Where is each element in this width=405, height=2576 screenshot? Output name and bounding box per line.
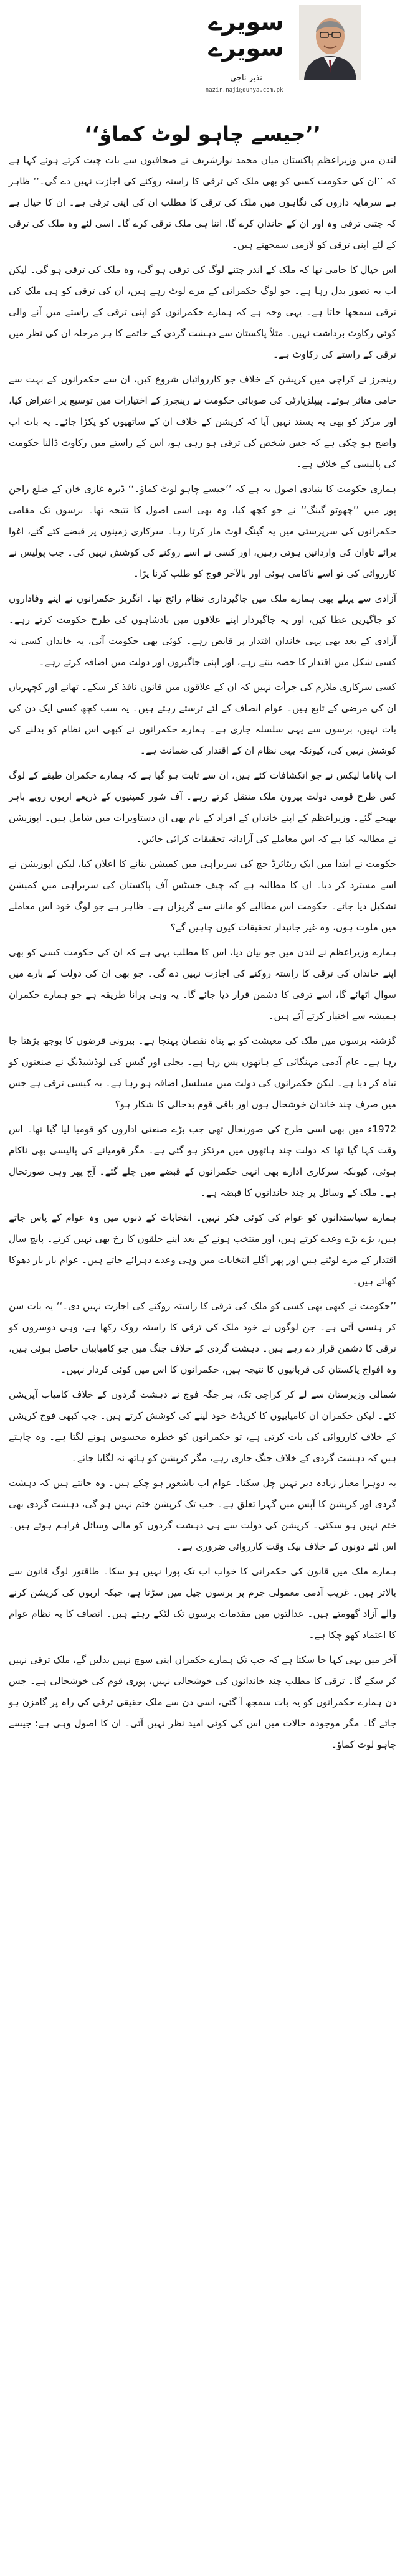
author-name: نذیر ناجی (230, 73, 262, 83)
article-paragraph: حکومت نے ابتدا میں ایک ریٹائرڈ جج کی سربراہی میں کمیشن بنانے کا اعلان کیا، لیکن اپوزیشن نے اسے مسترد کر دیا۔ ان کا مطالبہ ہے کہ چیف جسٹس آف پاکستان کی سربراہی میں کمیشن تشکیل دیا جائے۔ حکومت اس مطالبے کو ماننے سے گریزاں ہے۔ ظاہر ہے جو لوگ خود اس معاملے میں ملوث ہوں، وہ غیر جانبدار تحقیقات کیوں چاہیں گے؟ (9, 858, 396, 933)
article-paragraph: ہمارے سیاستدانوں کو عوام کی کوئی فکر نہیں۔ انتخابات کے دنوں میں وہ عوام کے پاس جاتے ہیں، بڑے بڑے وعدے کرتے ہیں، اور منتخب ہونے کے بعد اپنے حلقوں کا رخ بھی نہیں کرتے۔ پانچ سال اقتدار کے مزے لوٹتے ہیں اور پھر اگلے انتخابات میں وہی وعدے دہرائے جاتے ہیں۔ عوام بار بار دھوکا کھاتے ہیں۔ (9, 1212, 396, 1287)
article-headline: ’’جیسے چاہو لوٹ کماؤ‘‘ (84, 122, 321, 146)
article-paragraph: شمالی وزیرستان سے لے کر کراچی تک، ہر جگہ فوج نے دہشت گردوں کے خلاف کامیاب آپریشن کئے۔ لیکن حکمران ان کامیابیوں کا کریڈٹ خود لینے کی کوشش کرتے ہیں۔ جب کبھی فوج کرپشن کے خلاف کارروائی کی بات کرتی ہے، تو حکمرانوں کو خطرہ محسوس ہونے لگتا ہے۔ وہ چاہتے ہیں کہ دہشت گردی کے خلاف جنگ جاری رہے، مگر کرپشن کو ہاتھ نہ لگایا جائے۔ (9, 1389, 396, 1464)
article-paragraph: لندن میں وزیراعظم پاکستان میاں محمد نوازشریف نے صحافیوں سے بات چیت کرتے ہوئے کہا ہے کہ ’’ان کی حکومت کسی کو بھی ملک کی ترقی کا راستہ روکنے کی اجازت نہیں دے گی۔‘‘ ظاہر ہے سرمایہ داروں کی نگاہوں میں ملک کی ترقی کا مطلب ان کی اپنی ترقی ہے۔ ان کا خیال ہے کہ جتنی ترقی وہ اور ان کے خاندان کرے گا، اتنا ہی ملک ترقی کرے گا۔ اسی لئے وہ ملک کی ترقی کے لئے اپنی ترقی کو لازمی سمجھتے ہیں۔ (9, 154, 396, 250)
column-header (0, 0, 405, 106)
author-photo (299, 5, 361, 80)
author-portrait-image (299, 5, 361, 80)
article-body (9, 149, 396, 1759)
column-brand (199, 9, 293, 61)
article-paragraph: آخر میں یہی کہا جا سکتا ہے کہ جب تک ہمارے حکمران اپنی سوچ نہیں بدلیں گے، ملک ترقی نہیں کر سکے گا۔ ترقی کا مطلب چند خاندانوں کی خوشحالی نہیں، پوری قوم کی خوشحالی ہے۔ جس دن ہمارے حکمرانوں کو یہ بات سمجھ آ گئی، اسی دن سے ملک حقیقی ترقی کی راہ پر گامزن ہو جائے گا۔ مگر موجودہ حالات میں اس کی کوئی امید نظر نہیں آتی۔ ان کا اصول وہی ہے: جیسے چاہو لوٹ کماؤ۔ (9, 1654, 396, 1750)
article-paragraph: آزادی سے پہلے بھی ہمارے ملک میں جاگیرداری نظام رائج تھا۔ انگریز حکمرانوں نے اپنے وفاداروں کو جاگیریں عطا کیں، اور یہ جاگیردار اپنے علاقوں میں بادشاہوں کی طرح حکومت کرتے رہے۔ آزادی کے بعد بھی یہی خاندان اقتدار پر قابض رہے۔ کوئی بھی حکومت آئی، یہ خاندان کسی نہ کسی شکل میں اقتدار کا حصہ بنتے رہے، اور اپنی جاگیروں اور دولت میں اضافہ کرتے رہے۔ (9, 593, 396, 668)
article-paragraph: اس خیال کا حامی تھا کہ ملک کے اندر جتنے لوگ کی ترقی ہو گی، وہ ملک کی ترقی ہو گی۔ لیکن اب یہ تصور بدل رہا ہے۔ جو لوگ حکمرانی کے مزے لوٹ رہے ہیں، ان کی ترقی کو ہی ملک کی ترقی سمجھا جاتا ہے۔ یہی وجہ ہے کہ ہمارے حکمرانوں کو اپنی ترقی کے راستے میں آنے والی کوئی رکاوٹ برداشت نہیں۔ مثلاً پاکستان سے دہشت گردی کے خاتمے کا ہر مرحلہ ان کی نظر میں ترقی کے راستے کی رکاوٹ ہے۔ (9, 264, 396, 360)
article-paragraph: یہ دوہرا معیار زیادہ دیر نہیں چل سکتا۔ عوام اب باشعور ہو چکے ہیں۔ وہ جانتے ہیں کہ دہشت گردی اور کرپشن کا آپس میں گہرا تعلق ہے۔ جب تک کرپشن ختم نہیں ہو گی، دہشت گردی بھی ختم نہیں ہو سکتی۔ کرپشن کی دولت سے ہی دہشت گردوں کو مالی وسائل فراہم ہوتے ہیں۔ اس لئے دونوں کے خلاف بیک وقت کارروائی ضروری ہے۔ (9, 1477, 396, 1552)
author-email: nazir.naji@dunya.com.pk (205, 87, 284, 93)
brand-line-2: سویرے (208, 34, 284, 62)
article-paragraph: ہمارے ملک میں قانون کی حکمرانی کا خواب اب تک پورا نہیں ہو سکا۔ طاقتور لوگ قانون سے بالاتر ہیں۔ غریب آدمی معمولی جرم پر برسوں جیل میں سڑتا ہے، جبکہ اربوں کی کرپشن کرنے والے آزاد گھومتے ہیں۔ عدالتوں میں مقدمات برسوں تک لٹکے رہتے ہیں۔ انصاف کا یہ نظام عوام کا اعتماد کھو چکا ہے۔ (9, 1566, 396, 1641)
article-paragraph: اب پاناما لیکس نے جو انکشافات کئے ہیں، ان سے ثابت ہو گیا ہے کہ ہمارے حکمران طبقے کے لوگ کس طرح قومی دولت بیرون ملک منتقل کرتے رہے۔ آف شور کمپنیوں کے ذریعے اربوں روپے باہر بھیجے گئے۔ وزیراعظم کے اپنے خاندان کے افراد کے نام بھی ان دستاویزات میں شامل ہیں۔ اپوزیشن نے مطالبہ کیا ہے کہ اس معاملے کی آزادانہ تحقیقات کرائی جائیں۔ (9, 770, 396, 845)
article-paragraph: ’’حکومت نے کبھی بھی کسی کو ملک کی ترقی کا راستہ روکنے کی اجازت نہیں دی۔‘‘ یہ بات سن کر ہنسی آتی ہے۔ جن لوگوں نے خود ملک کی ترقی کا راستہ روک رکھا ہے، وہی دوسروں کو ترقی کا دشمن قرار دے رہے ہیں۔ دہشت گردی کے خلاف جنگ میں جو کامیابیاں حاصل ہوئی ہیں، وہ افواج پاکستان کی قربانیوں کا نتیجہ ہیں، حکمرانوں کا اس میں کوئی کردار نہیں۔ (9, 1300, 396, 1375)
article-paragraph: ہماری حکومت کا بنیادی اصول یہ ہے کہ ’’جیسے چاہو لوٹ کماؤ۔‘‘ ڈیرہ غازی خان کے ضلع راجن پور میں ’’چھوٹو گینگ‘‘ نے جو کچھ کیا، وہ بھی اسی اصول کا نتیجہ تھا۔ برسوں تک مقامی حکمرانوں کی سرپرستی میں یہ گینگ لوٹ مار کرتا رہا۔ سرکاری زمینوں پر قبضے کئے گئے، اغوا برائے تاوان کی وارداتیں ہوتی رہیں، اور کسی نے اسے روکنے کی کوشش نہیں کی۔ جب پولیس نے کارروائی کی تو اسے ناکامی ہوئی اور بالآخر فوج کو طلب کرنا پڑا۔ (9, 483, 396, 579)
article-paragraph: رینجرز نے کراچی میں کرپشن کے خلاف جو کارروائیاں شروع کیں، ان سے حکمرانوں کے بہت سے حامی متاثر ہوئے۔ پیپلزپارٹی کی صوبائی حکومت نے رینجرز کے اختیارات میں توسیع پر اعتراض کیا، اور مرکز کو بھی یہ پسند نہیں آیا کہ کرپشن کے خلاف ان کے ساتھیوں کو پکڑا جائے۔ یہ بات اب واضح ہو چکی ہے کہ جس شخص کی ترقی ہو رہی ہو، اس کے راستے میں رکاوٹ ڈالنا حکومت کی پالیسی کے خلاف ہے۔ (9, 374, 396, 470)
article-paragraph: ہمارے وزیراعظم نے لندن میں جو بیان دیا، اس کا مطلب یہی ہے کہ ان کی حکومت کسی کو بھی اپنے خاندان کی ترقی کا راستہ روکنے کی اجازت نہیں دے گی۔ جو بھی ان کی دولت کے بارے میں سوال اٹھائے گا، اسے ترقی کا دشمن قرار دیا جائے گا۔ یہ وہی پرانا طریقہ ہے جو ہمارے حکمران ہمیشہ سے اختیار کرتے آئے ہیں۔ (9, 947, 396, 1021)
article-paragraph: 1972ء میں بھی اسی طرح کی صورتحال تھی جب بڑے صنعتی اداروں کو قومیا لیا گیا تھا۔ اس وقت کہا گیا تھا کہ دولت چند ہاتھوں میں مرتکز ہو گئی ہے۔ مگر قومیانے کی پالیسی بھی ناکام ہوئی، کیونکہ سرکاری ادارے بھی انہی حکمرانوں کے قبضے میں چلے گئے۔ آج پھر وہی صورتحال ہے۔ ملک کے وسائل پر چند خاندانوں کا قبضہ ہے۔ (9, 1124, 396, 1198)
brand-line-1: سویرے (208, 8, 284, 36)
article-paragraph: کسی سرکاری ملازم کی جرأت نہیں کہ ان کے علاقوں میں قانون نافذ کر سکے۔ تھانے اور کچہریاں ان کی مرضی کے تابع ہیں۔ عوام انصاف کے لئے ترستے رہتے ہیں۔ یہ سب کچھ کسی ایک دن کی بات نہیں، برسوں سے یہی سلسلہ جاری ہے۔ ہمارے حکمرانوں نے کبھی اس نظام کو بدلنے کی کوشش نہیں کی، کیونکہ یہی نظام ان کے اقتدار کی ضمانت ہے۔ (9, 681, 396, 756)
article-paragraph: گزشتہ برسوں میں ملک کی معیشت کو بے پناہ نقصان پہنچا ہے۔ بیرونی قرضوں کا بوجھ بڑھتا جا رہا ہے۔ عام آدمی مہنگائی کے ہاتھوں پس رہا ہے۔ بجلی اور گیس کی لوڈشیڈنگ نے صنعتوں کو تباہ کر دیا ہے۔ لیکن حکمرانوں کی دولت میں مسلسل اضافہ ہو رہا ہے۔ یہ کیسی ترقی ہے جس میں صرف چند خاندان خوشحال ہوں اور باقی قوم بدحالی کا شکار ہو؟ (9, 1035, 396, 1110)
